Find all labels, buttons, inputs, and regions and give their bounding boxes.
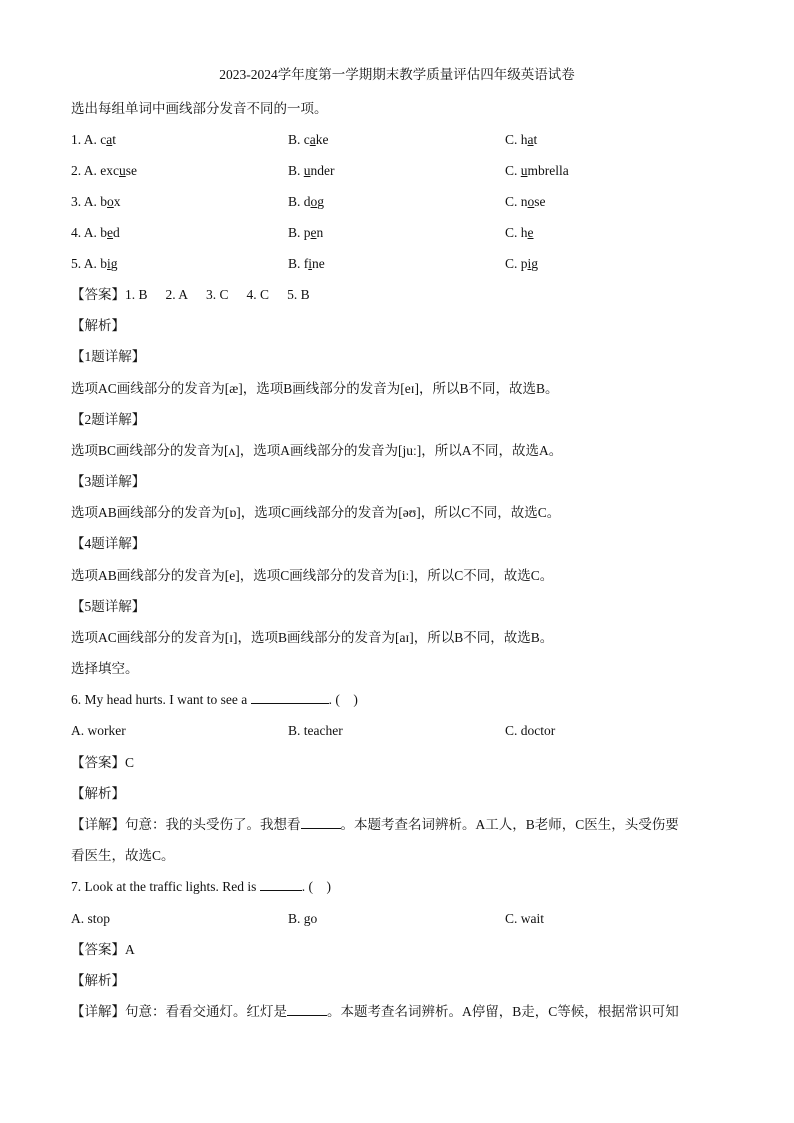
q6-option-b: B. teacher [288,723,343,738]
q3-option-a [71,193,121,211]
underlined-letter: e [527,225,534,240]
q7-answer: A [125,942,135,957]
q3-option-c [505,193,546,211]
option-label: A. [83,256,97,271]
q1-option-a [71,131,116,149]
q3-option-b [288,193,324,211]
underlined-letter: a [309,132,316,147]
analysis-label: 【解析】 [71,318,125,333]
option-word: box [100,194,121,209]
option-label: A. [83,163,97,178]
question-7-stem-start: 7. Look at the traffic lights. Red is [71,879,257,894]
q6-detail-end: 。本题考查名词辨析。A工人，B老师，C医生，头受伤要 [340,817,679,832]
underlined-letter: u [303,163,311,178]
answer-3: 3. C [206,287,229,302]
detail-text-2: 选项BC画线部分的发音为[ʌ]，选项A画线部分的发音为[juː]，所以A不同，故选A。 [71,443,563,458]
option-word: dog [303,194,325,209]
q6-answer-line [71,754,134,772]
option-word: bed [100,225,120,240]
question-7-stem-end: . ( ) [301,879,331,894]
q2-option-c [505,162,569,180]
answer-1: 1. B [125,287,148,302]
question-7-stem [71,878,331,896]
detail-blank [301,816,341,829]
detail-head: 【详解】 [71,817,125,832]
answer-label: 【答案】 [71,942,125,957]
q4-option-c [505,224,534,242]
option-label: B. [288,225,301,240]
detail-head-1: 【1题详解】 [71,349,146,364]
option-label: C. [505,132,518,147]
underlined-letter: u [119,163,126,178]
answer-label: 【答案】 [71,287,125,302]
option-word: umbrella [520,163,569,178]
q7-answer-line [71,941,135,959]
detail-text-1: 选项AC画线部分的发音为[æ]，选项B画线部分的发音为[eɪ]，所以B不同，故选B。 [71,381,559,396]
option-word: hat [520,132,538,147]
underlined-letter: i [527,256,532,271]
detail-head-3: 【3题详解】 [71,474,146,489]
option-label: B. [288,163,301,178]
answer-2: 2. A [165,287,189,302]
answer-5: 5. B [287,287,310,302]
option-label: B. [288,256,301,271]
option-word: cat [100,132,117,147]
question-6-stem [71,691,358,709]
underlined-letter: e [310,225,317,240]
q5-option-b [288,255,325,273]
q7-option-a: A. stop [71,911,111,926]
q5-option-a [71,255,118,273]
underlined-letter: a [106,132,113,147]
q6-detail-line1 [71,816,679,834]
section2-instruction: 选择填空。 [71,661,139,676]
option-label: C. [505,163,518,178]
option-word: big [100,256,118,271]
q7-option-c: C. wait [505,911,544,926]
option-word: excuse [100,163,137,178]
q7-detail-end: 。本题考查名词辨析。A停留，B走，C等候，根据常识可知 [327,1004,679,1019]
underlined-letter: o [107,194,114,209]
underlined-letter: u [520,163,528,178]
q5-option-c [505,255,538,273]
option-label: C. [505,194,518,209]
option-word: cake [303,132,329,147]
option-label: C. [505,225,518,240]
q4-option-b [288,224,323,242]
option-word: under [303,163,335,178]
detail-text-3: 选项AB画线部分的发音为[ɒ]，选项C画线部分的发音为[əʊ]，所以C不同，故选C。 [71,505,561,520]
detail-head-4: 【4题详解】 [71,536,146,551]
option-label: B. [288,194,301,209]
question-6-stem-end: . ( ) [328,692,358,707]
q7-detail-start: 句意：看看交通灯。红灯是 [125,1004,287,1019]
detail-text-4: 选项AB画线部分的发音为[e]，选项C画线部分的发音为[iː]，所以C不同，故选C。 [71,568,554,583]
option-label: C. [505,256,518,271]
question-number: 2. [71,163,82,178]
answer-blank[interactable] [260,878,302,891]
detail-text-5: 选项AC画线部分的发音为[ɪ]，选项B画线部分的发音为[aɪ]，所以B不同，故选B。 [71,630,554,645]
q7-analysis-label: 【解析】 [71,973,125,988]
underlined-letter: i [107,256,111,271]
q6-detail-line2: 看医生，故选C。 [71,848,175,863]
q7-detail-line1 [71,1003,679,1021]
answer-label: 【答案】 [71,755,125,770]
detail-blank [287,1003,327,1016]
question-number: 3. [71,194,82,209]
q6-detail-start: 句意：我的头受伤了。我想看 [125,817,301,832]
q2-option-a [71,162,137,180]
option-word: he [520,225,534,240]
q7-option-b: B. go [288,911,318,926]
section1-instruction: 选出每组单词中画线部分发音不同的一项。 [71,101,328,116]
option-label: A. [83,132,97,147]
q1-option-b [288,131,329,149]
q1-option-c [505,131,537,149]
detail-head: 【详解】 [71,1004,125,1019]
underlined-letter: i [308,256,313,271]
q6-option-c: C. doctor [505,723,556,738]
page-title: 2023-2024学年度第一学期期末教学质量评估四年级英语试卷 [219,67,575,82]
detail-head-2: 【2题详解】 [71,412,146,427]
underlined-letter: e [107,225,114,240]
question-number: 4. [71,225,82,240]
option-word: fine [303,256,325,271]
underlined-letter: o [310,194,318,209]
option-label: A. [83,194,97,209]
detail-head-5: 【5题详解】 [71,599,146,614]
answer-line-1-5 [71,286,328,304]
option-word: nose [520,194,546,209]
answer-blank[interactable] [251,691,329,704]
option-label: A. [83,225,97,240]
question-6-stem-start: 6. My head hurts. I want to see a [71,692,248,707]
question-number: 5. [71,256,82,271]
q2-option-b [288,162,335,180]
question-number: 1. [71,132,82,147]
answer-4: 4. C [246,287,270,302]
q6-option-a: A. worker [71,723,126,738]
underlined-letter: a [527,132,534,147]
q6-answer: C [125,755,135,770]
q4-option-a [71,224,120,242]
option-label: B. [288,132,301,147]
option-word: pig [520,256,539,271]
q6-analysis-label: 【解析】 [71,786,125,801]
underlined-letter: o [527,194,535,209]
option-word: pen [303,225,324,240]
